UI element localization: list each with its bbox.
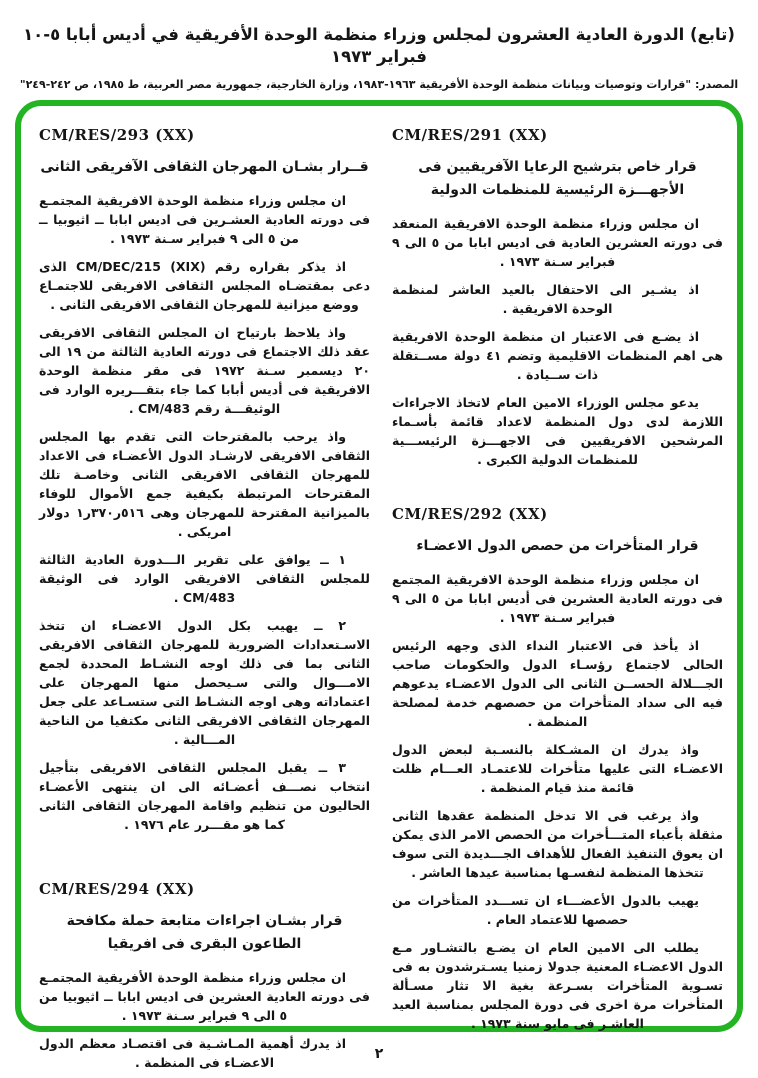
resolution-293 xyxy=(39,126,370,834)
title-line: قرار بشـان اجراءات متابعة حملة مكافحة xyxy=(66,913,343,930)
resolution-ref: CM/RES/294 (XX) xyxy=(39,880,195,899)
paragraph: واذ يدرك ان المشـكلة بالنسـبة لبعض الدول الاعضـاء التى عليها متأخرات للاعتمـاد العـــام ظلت قائمة منذ قيام المنظمة . xyxy=(392,742,723,796)
resolution-title xyxy=(392,156,723,202)
title-line: قرار المتأخرات من حصص الدول الاعضـاء xyxy=(416,538,699,555)
paragraph: واذ يلاحظ بارتياح ان المجلس الثقافى الافريقى عقد ذلك الاجتماع فى دورته العادية الثالثة من ١٩ الى ٢٠ ديسمبر سـنة ١٩٧٢ فى مقر منظمة الوحدة الافريقية فى أديس أبابا كما جاء بتقـــريره الوارد فى الوثيقـــة رقم CM/483 . xyxy=(39,325,371,417)
resolution-title xyxy=(392,535,723,558)
paragraph: ان مجلس وزراء منظمة الوحدة الافريقية المجتمـع فى دورته العادية العشـرين فى اديس ابابا ــ اثيوبيا ــ من ٥ الى ٩ فبراير سـنة ١٩٧٣ . xyxy=(39,193,370,247)
resolution-title xyxy=(39,910,370,956)
resolution-title xyxy=(39,156,370,179)
page-number: ٢ xyxy=(374,1046,384,1062)
resolution-292 xyxy=(392,505,723,1033)
title-line: قــرار بشـان المهرجان الثقافى الآفريقى الثانى xyxy=(40,159,369,175)
paragraph: ان مجلس وزراء منظمة الوحدة الافريقية المجتمع فى دورته العادية العشرين فى أديس ابابا من ٥ الى ٩ فبراير سـنة ١٩٧٣ . xyxy=(392,572,723,626)
green-frame xyxy=(15,100,743,1071)
resolution-ref: CM/RES/292 (XX) xyxy=(392,505,548,524)
paragraph: ان مجلس وزراء منظمة الوحدة الأفريقية المجتمـع فى دورته العادية العشرين فى اديس ابابا ــ اثيوبيا من ٥ الى ٩ فبراير سـنة ١٩٧٣ . xyxy=(39,970,370,1024)
paragraph: اذ يذكر بقراره رقم CM/DEC/215 (XIX) الذى دعى بمقتضـاه المجلس الثقافى الافريقى للاجتمـاع ووضع ميزانية للمهرجان الثقافى الافريقى الثانى . xyxy=(39,259,370,313)
paragraph: يطلب الى الامين العام ان يضـع بالتشـاور مـع الدول الاعضـاء المعنية جدولا زمنيا يسـترشدون به فى تسـوية المتأخرات بسـرعة بغية الا تثار مسـألة المتأخرات مرة اخرى فى دورة المجلس بمناسبة العيد العاشـر فى مايو سنة ١٩٧٣ . xyxy=(392,940,723,1032)
title-line: قرار خاص بترشيح الرعايا الآفريقيين فى xyxy=(418,159,697,175)
column-right xyxy=(392,126,723,1032)
paragraph: ٣ ــ يقبل المجلس الثقافى الافريقى بتأجيل انتخاب نصـــف أعضـائه الى ان ينتهى الأعضـاء الحاليون من تنظيم واقامة المهرجان الثقافى الثانى كما هو مقـــرر عام ١٩٧٦ . xyxy=(39,760,370,833)
two-column-layout xyxy=(39,126,723,1071)
paragraph: ٢ ــ يهيب بكل الدول الاعضـاء ان تتخذ الاسـتعدادات الضرورية للمهرجان الثقافى الافريقى الثانى بما فى ذلك اوجه النشـاط المحددة لجمع الامـــوال والتى سـيحصل منها المهرجان على اعتماداته وهى اوجه النشـاط التى ستسـاعد على جعل المهرجان الثقافى الافريقى الثانى مكتفيا من الناحية المـــالية . xyxy=(39,618,370,748)
paragraph: يدعو مجلس الوزراء الامين العام لاتخاذ الاجراءات اللازمة لدى دول المنظمة لاعداد قائمة بأسـماء المرشحين الافريقيين فى الاجهـــزة الرئيســـية للمنظمات الدولية الكبرى . xyxy=(392,395,723,468)
paragraph: اذ يأخذ فى الاعتبار النداء الذى وجهه الرئيس الحالى لاجتماع رؤسـاء الدول والحكومات صاحب الجـــلالة الحســن الثانى الى الدول الاعضـاء يدعوهم فيه الى سداد المتأخرات من حصصهم خدمة لمصلحة المنظمة . xyxy=(392,638,723,730)
title-line: الطاعون البقرى فى افريقيا xyxy=(107,936,302,953)
paragraph: واذ يرغب فى الا تدخل المنظمة عقدها الثانى مثقلة بأعباء المتـــأخرات من الحصص الامر الذى يمكن ان يعوق التنفيذ الفعال للأهداف الجـــديدة التى سوف تتخذها المنظمة لنفسـها بمناسبة عيدها العاشر . xyxy=(392,808,723,881)
resolution-ref: CM/RES/293 (XX) xyxy=(39,126,195,144)
paragraph: ١ ــ يوافق على تقرير الـــدورة العادية الثالثة للمجلس الثقافى الافريقى الوارد فى الوثيقة CM/483 . xyxy=(39,552,370,606)
source-line: المصدر: "قرارات وتوصيات وبيانات منظمة الوحدة الأفريقية ١٩٦٣-١٩٨٣، وزارة الخارجية، جمهورية مصر العربية، ط ١٩٨٥، ص ٢٤٢-٢٤٩" xyxy=(19,77,739,91)
document-header xyxy=(0,0,758,91)
paragraph: اذ يضـع فى الاعتبار ان منظمة الوحدة الافريقية هى اهم المنظمات الاقليمية وتضم ٤١ دولة مســتقلة ذات ســيادة . xyxy=(392,329,723,383)
paragraph: اذ يدرك أهمية المـاشـية فى اقتصـاد معظم الدول الاعضـاء فى المنظمة . xyxy=(39,1036,346,1071)
paragraph: واذ يرحب بالمقترحات التى تقدم بها المجلس الثقافى الافريقى لارشـاد الدول الأعضـاء فى الاعداد للمهرجان الثقافى الافريقى الثانى وخاصـة تلك المقترحات المرتبطة بكيفية جمع الأموال للوفاء بالميزانية المقترحة للمهرجان وهى ٥١٦ر٣٧٠ر١ دولار امريكى . xyxy=(39,429,370,540)
resolution-ref: CM/RES/291 (XX) xyxy=(392,126,548,144)
session-title: (تابع) الدورة العادية العشرون لمجلس وزراء منظمة الوحدة الأفريقية في أديس أبابا ٥-١٠ فبراير ١٩٧٣ xyxy=(23,25,735,67)
resolution-291 xyxy=(392,126,723,469)
title-line: الأجهـــزة الرئيسية للمنظمات الدولية xyxy=(430,182,685,199)
paragraph: يهيب بالدول الأعضـــاء ان تســـدد المتأخرات من حصصها للاعتماد العام . xyxy=(392,893,699,928)
paragraph: ان مجلس وزراء منظمة الوحدة الافريقية المنعقد فى دورته العشرين العادية فى اديس ابابا من ٥ الى ٩ فبراير سـنة ١٩٧٣ . xyxy=(392,216,723,270)
column-left xyxy=(39,126,371,1071)
resolution-294 xyxy=(39,880,370,1072)
paragraph: اذ يشـير الى الاحتفال بالعيد العاشر لمنظمة الوحدة الافريقية . xyxy=(392,282,699,317)
